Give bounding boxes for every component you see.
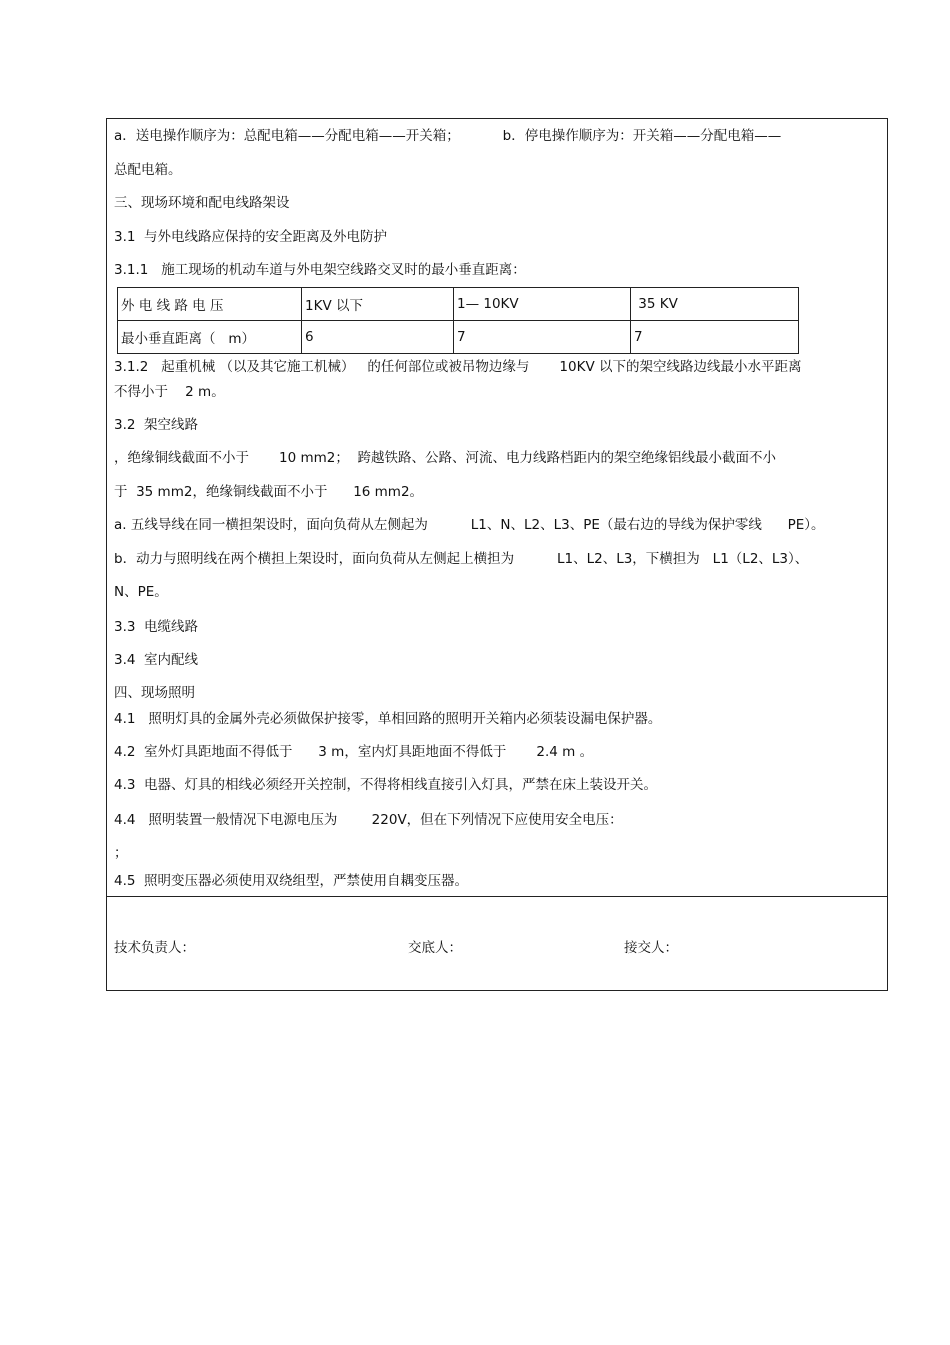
- table-row: [118, 321, 799, 354]
- table-cell: 最小垂直距离（ m）: [118, 321, 302, 354]
- table-cell: 7: [631, 321, 799, 354]
- item-4-5: 4.5 照明变压器必须使用双绕组型，严禁使用自耦变压器。: [114, 873, 469, 889]
- item-3-3: 3.3 电缆线路: [114, 619, 199, 635]
- item-3-4: 3.4 室内配线: [114, 652, 199, 668]
- conductor-section-line: ，绝缘铜线截面不小于 10 mm2； 跨越铁路、公路、河流、电力线路档距内的架空绝缘铝线最小截面不小: [114, 450, 776, 466]
- item-3-1-1: 3.1.1 施工现场的机动车道与外电架空线路交叉时的最小垂直距离：: [114, 262, 526, 278]
- section-3-heading: 三、现场环境和配电线路架设: [114, 195, 290, 211]
- table-cell: 外 电 线 路 电 压: [118, 288, 302, 321]
- item-4-3: 4.3 电器、灯具的相线必须经开关控制，不得将相线直接引入灯具，严禁在床上装设开关。: [114, 777, 658, 793]
- conductor-section-cont: 于 35 mm2，绝缘铜线截面不小于 16 mm2。: [114, 484, 424, 500]
- item-4-2: 4.2 室外灯具距地面不得低于 3 m，室内灯具距地面不得低于 2.4 m 。: [114, 744, 594, 760]
- table-cell: 1KV 以下: [302, 288, 454, 321]
- item-4-4-cont: ；: [114, 845, 128, 861]
- item-3-1-2-cont: 不得小于 2 m。: [114, 384, 225, 400]
- power-lighting-cont: N、PE。: [114, 584, 168, 600]
- table-cell: 7: [454, 321, 631, 354]
- table-cell: 6: [302, 321, 454, 354]
- receiver-label: 接交人：: [624, 940, 678, 956]
- power-sequence-cont: 总配电箱。: [114, 162, 182, 178]
- vertical-distance-table: [117, 287, 799, 354]
- power-sequence-line: a．送电操作顺序为：总配电箱——分配电箱——开关箱； b．停电操作顺序为：开关箱——分配电箱——: [114, 128, 782, 144]
- item-3-1: 3.1 与外电线路应保持的安全距离及外电防护: [114, 229, 388, 245]
- tech-lead-label: 技术负责人：: [114, 940, 195, 956]
- item-3-1-2: 3.1.2 起重机械 （以及其它施工机械） 的任何部位或被吊物边缘与 10KV 以下的架空线路边线最小水平距离: [114, 359, 802, 375]
- table-cell: 1— 10KV: [454, 288, 631, 321]
- item-3-2: 3.2 架空线路: [114, 417, 199, 433]
- item-4-4: 4.4 照明装置一般情况下电源电压为 220V，但在下列情况下应使用安全电压：: [114, 812, 623, 828]
- discloser-label: 交底人：: [408, 940, 462, 956]
- table-row: [118, 288, 799, 321]
- five-wire-line: a. 五线导线在同一横担架设时，面向负荷从左侧起为 L1、N、L2、L3、PE（最右边的导线为保护零线 PE）。: [114, 517, 825, 533]
- table-cell: 35 KV: [631, 288, 799, 321]
- power-lighting-line: b．动力与照明线在两个横担上架设时，面向负荷从左侧起上横担为 L1、L2、L3，下横担为 L1（L2、L3）、: [114, 551, 809, 567]
- section-4-heading: 四、现场照明: [114, 685, 195, 701]
- item-4-1: 4.1 照明灯具的金属外壳必须做保护接零，单相回路的照明开关箱内必须装设漏电保护器。: [114, 711, 662, 727]
- signature-divider: [106, 896, 888, 897]
